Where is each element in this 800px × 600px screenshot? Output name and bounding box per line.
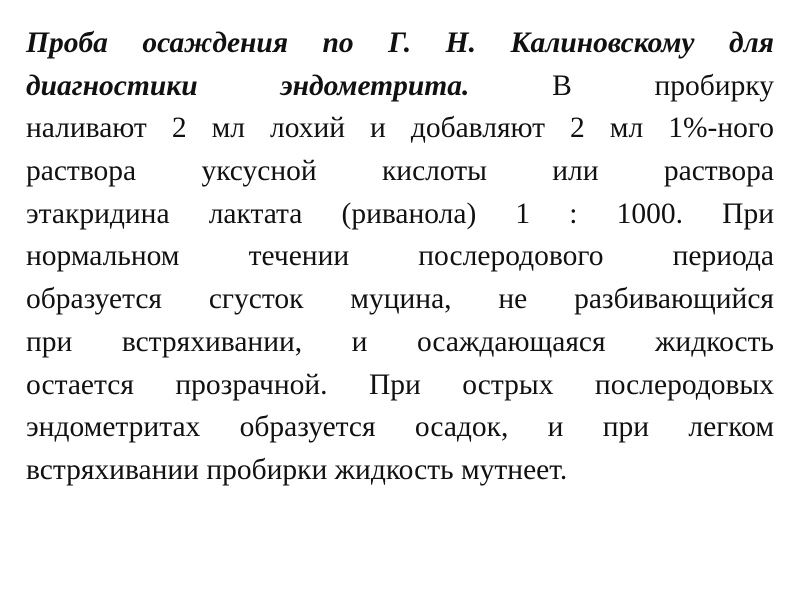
text-paragraph: [26, 22, 774, 492]
text-line-8: при встряхивании, и осаждающаяся жидкость: [26, 325, 774, 358]
text-line-7: образуется сгусток муцина, не разбивающийся: [26, 283, 774, 316]
text-line-2: [26, 65, 774, 108]
body-text: В пробирку: [552, 69, 774, 102]
heading-text: Проба осаждения по Г. Н. Калиновскому для: [26, 27, 774, 59]
text-line-9: остается прозрачной. При острых послеродовых: [26, 368, 774, 401]
text-line-5: этакридина лактата (риванола) 1 : 1000. При: [26, 197, 774, 230]
text-line-10: эндометритах образуется осадок, и при легком: [26, 411, 774, 444]
text-line-4: раствора уксусной кислоты или раствора: [26, 155, 774, 188]
text-line-3: наливают 2 мл лохий и добавляют 2 мл 1%-ного: [26, 112, 774, 145]
heading-text: диагностики эндометрита.: [26, 69, 470, 102]
text-line-6: нормальном течении послеродового периода: [26, 240, 774, 273]
text-line-11: встряхивании пробирки жидкость мутнеет.: [26, 453, 568, 486]
text-line-1: [26, 22, 774, 65]
